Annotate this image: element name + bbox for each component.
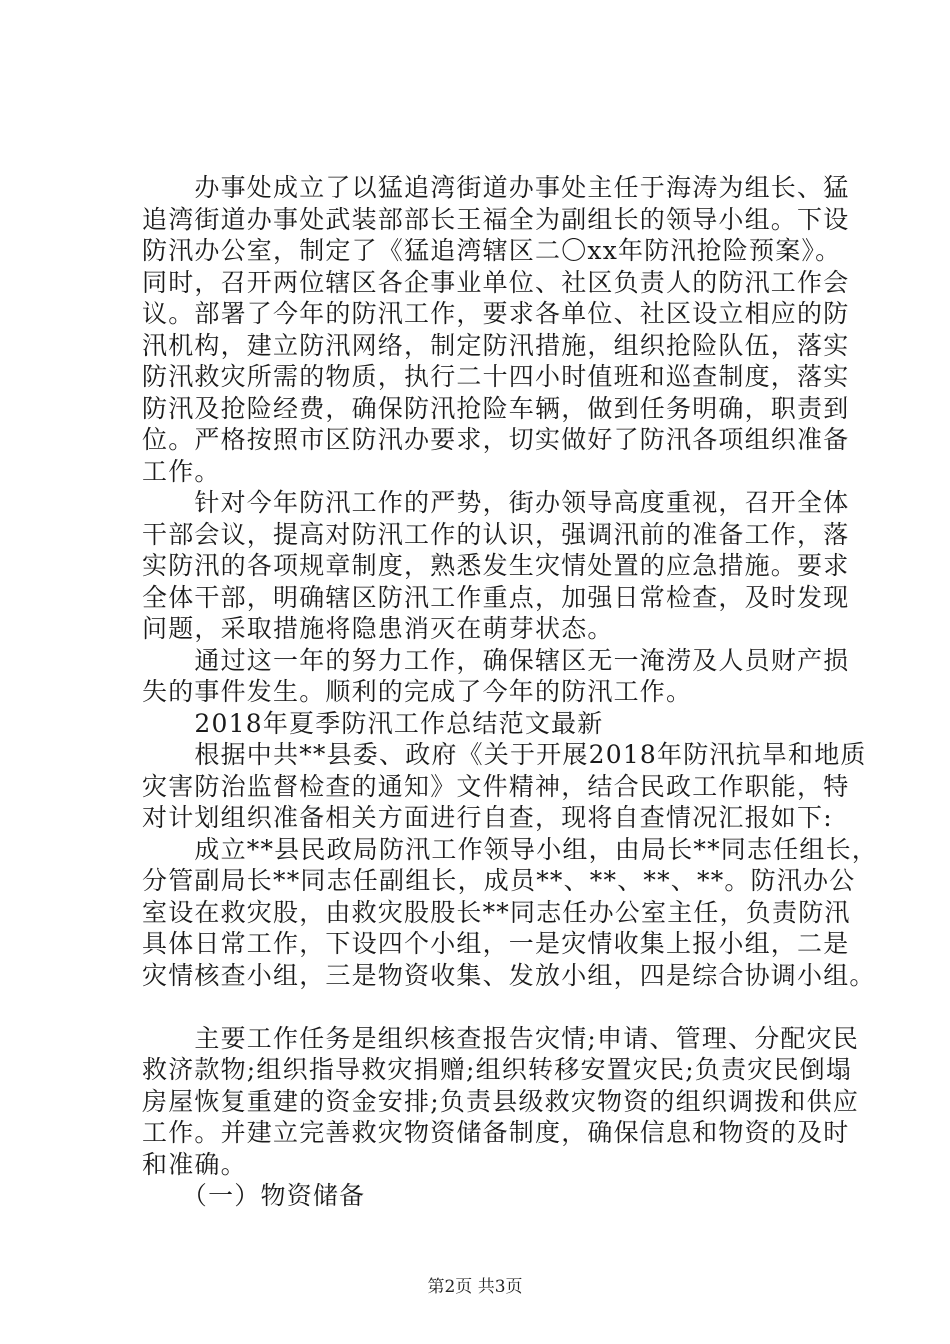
text-line: 问题，采取措施将隐患消灭在萌芽状态。	[142, 614, 614, 643]
text-line: 汛机构，建立防汛网络，制定防汛措施，组织抢险队伍，落实	[142, 330, 850, 360]
text-line: 针对今年防汛工作的严势，街办领导高度重视，召开全体	[142, 488, 850, 517]
text-line: 房屋恢复重建的资金安排;负责县级救灾物资的组织调拨和供应	[142, 1086, 860, 1116]
text-line: 成立**县民政局防汛工作领导小组，由局长**同志任组长，	[142, 834, 879, 864]
text-line: 室设在救灾股，由救灾股股长**同志任办公室主任，负责防汛	[142, 897, 851, 927]
subsection-heading: （一）物资储备	[142, 1181, 366, 1210]
text-line: 工作。	[142, 456, 221, 486]
text-line: 全体干部，明确辖区防汛工作重点，加强日常检查，及时发现	[142, 582, 850, 612]
text-line: 根据中共**县委、政府《关于开展2018年防汛抗旱和地质	[142, 740, 867, 769]
text-line: 灾情核查小组，三是物资收集、发放小组，四是综合协调小组。	[142, 960, 876, 990]
text-line: 议。部署了今年的防汛工作，要求各单位、社区设立相应的防	[142, 299, 850, 328]
text-line: 办事处成立了以猛追湾街道办事处主任于海涛为组长、猛	[142, 173, 850, 202]
text-line: 位。严格按照市区防汛办要求，切实做好了防汛各项组织准备	[142, 425, 850, 454]
text-line: 分管副局长**同志任副组长，成员**、**、**、**。防汛办公	[142, 866, 856, 895]
text-line: 灾害防治监督检查的通知》文件精神，结合民政工作职能，特	[142, 771, 850, 801]
text-line: 追湾街道办事处武装部部长王福全为副组长的领导小组。下设	[142, 204, 850, 234]
section-heading: 2018年夏季防汛工作总结范文最新	[142, 708, 604, 738]
text-line: 对计划组织准备相关方面进行自查，现将自查情况汇报如下:	[142, 803, 833, 832]
text-line: 干部会议，提高对防汛工作的认识，强调汛前的准备工作，落	[142, 519, 850, 549]
text-line: 工作。并建立完善救灾物资储备制度，确保信息和物资的及时	[142, 1118, 850, 1147]
text-line: 防汛救灾所需的物质，执行二十四小时值班和巡查制度，落实	[142, 362, 850, 391]
text-line: 主要工作任务是组织核查报告灾情;申请、管理、分配灾民	[142, 1023, 860, 1053]
text-line: 失的事件发生。顺利的完成了今年的防汛工作。	[142, 677, 693, 706]
text-line: 救济款物;组织指导救灾捐赠;组织转移安置灾民;负责灾民倒塌	[142, 1055, 853, 1084]
text-line: 和准确。	[142, 1149, 247, 1179]
text-line: 实防汛的各项规章制度，熟悉发生灾情处置的应急措施。要求	[142, 551, 850, 580]
text-line: 同时，召开两位辖区各企事业单位、社区负责人的防汛工作会	[142, 267, 850, 297]
text-line: 具体日常工作，下设四个小组，一是灾情收集上报小组，二是	[142, 929, 850, 958]
text-line: 通过这一年的努力工作，确保辖区无一淹涝及人员财产损	[142, 645, 850, 675]
text-line: 防汛及抢险经费，确保防汛抢险车辆，做到任务明确，职责到	[142, 393, 850, 423]
text-line: 防汛办公室，制定了《猛追湾辖区二〇xx年防汛抢险预案》。	[142, 236, 842, 265]
page-footer: 第2页 共3页	[427, 1277, 523, 1297]
